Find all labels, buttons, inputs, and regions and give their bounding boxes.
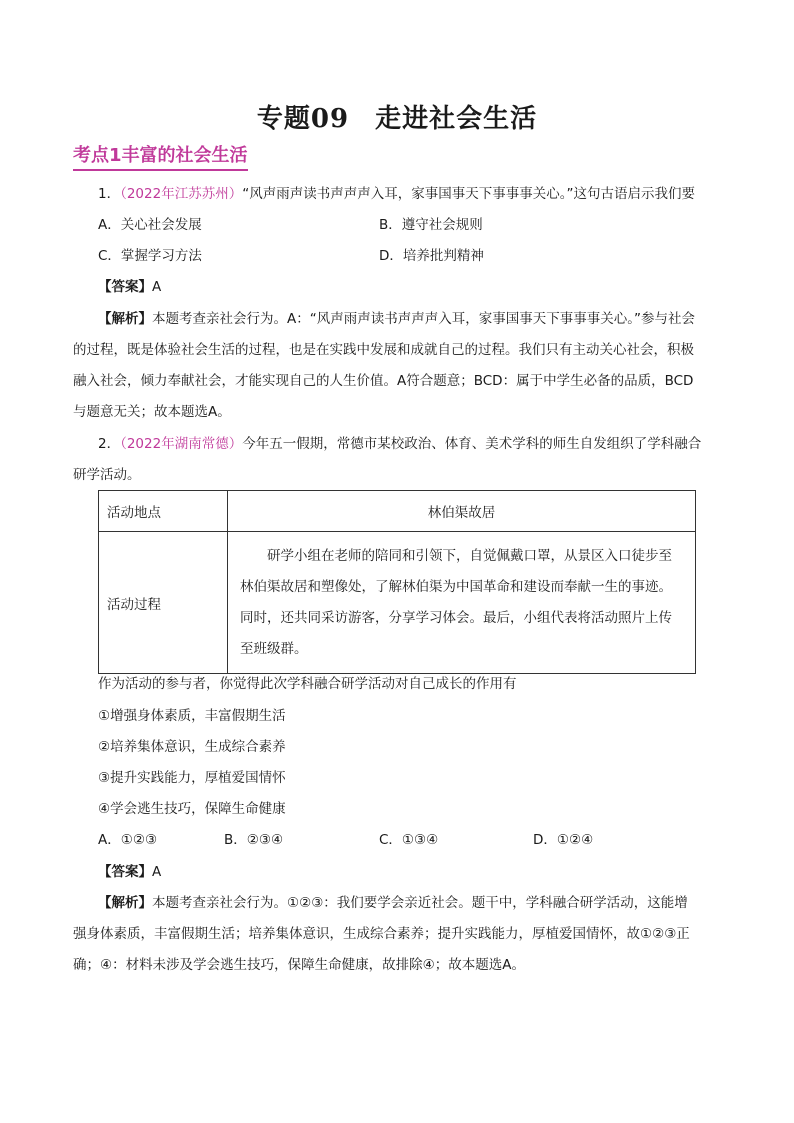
q1-analysis-text: 本题考查亲社会行为。A：“风声雨声读书声声声入耳，家事国事天下事事事关心。”参与社会	[152, 311, 695, 327]
table-cell-location-value: 林伯渠故居	[228, 491, 696, 532]
q2-answer	[98, 862, 161, 882]
q2-item-1: ①增强身体素质，丰富假期生活	[98, 708, 286, 724]
table-cell-process-value	[228, 532, 696, 674]
q1-analysis-line-2: 的过程，既是体验社会生活的过程，也是在实践中发展和成就自己的过程。我们只有主动关心社会，积极	[73, 342, 694, 358]
title-topic-number: 专题09	[256, 104, 350, 134]
q1-source: （2022年江苏苏州）	[120, 186, 243, 202]
table-cell-location-label: 活动地点	[99, 491, 228, 532]
q2-analysis-tag: 【解析】	[98, 895, 152, 911]
q1-answer-tag: 【答案】	[98, 279, 152, 295]
q2-answer-value: A	[152, 864, 162, 880]
q1-answer	[98, 277, 161, 297]
q2-option-d: D．①②④	[533, 832, 594, 848]
q1-option-a: A．关心社会发展	[98, 217, 202, 233]
q2-stem	[98, 434, 701, 454]
q2-analysis-line-2: 强身体素质，丰富假期生活；培养集体意识，生成综合素养；提升实践能力，厚植爱国情怀，故①②③正	[73, 926, 690, 942]
q2-stem-text: 今年五一假期，常德市某校政治、体育、美术学科的师生自发组织了学科融合	[242, 436, 702, 452]
q2-stem-line-2: 研学活动。	[73, 467, 141, 483]
process-line-2: 林伯渠故居和塑像处，了解林伯渠为中国革命和建设而奉献一生的事迹。	[240, 578, 672, 595]
q1-answer-value: A	[152, 279, 162, 295]
q2-item-4: ④学会逃生技巧，保障生命健康	[98, 801, 286, 817]
table-cell-process-label: 活动过程	[99, 532, 228, 674]
q2-analysis-line-1	[98, 893, 688, 913]
q2-option-b: B．②③④	[224, 832, 284, 848]
q2-question: 作为活动的参与者，你觉得此次学科融合研学活动对自己成长的作用有	[98, 676, 517, 692]
q2-answer-tag: 【答案】	[98, 864, 152, 880]
q1-option-d: D．培养批判精神	[379, 248, 484, 264]
q1-stem	[98, 184, 695, 204]
activity-table	[98, 490, 696, 674]
q1-analysis-line-1	[98, 309, 695, 329]
q2-number: 2．	[98, 436, 121, 452]
q2-item-3: ③提升实践能力，厚植爱国情怀	[98, 770, 286, 786]
q2-item-2: ②培养集体意识，生成综合素养	[98, 739, 286, 755]
table-row	[99, 532, 696, 674]
q2-source: （2022年湖南常德）	[120, 436, 243, 452]
q1-analysis-tag: 【解析】	[98, 311, 152, 327]
title-topic-name: 走进社会生活	[375, 104, 538, 134]
q1-stem-text: “风声雨声读书声声声入耳，家事国事天下事事事关心。”这句古语启示我们要	[242, 186, 695, 202]
process-line-3: 同时，还共同采访游客，分享学习体会。最后，小组代表将活动照片上传	[240, 609, 672, 626]
q1-option-c: C．掌握学习方法	[98, 248, 202, 264]
process-line-1: 研学小组在老师的陪同和引领下，自觉佩戴口罩，从景区入口徒步至	[267, 547, 672, 564]
process-line-4: 至班级群。	[240, 640, 308, 657]
q1-option-b: B．遵守社会规则	[379, 217, 483, 233]
q2-analysis-text: 本题考查亲社会行为。①②③：我们要学会亲近社会。题干中，学科融合研学活动，这能增	[152, 895, 688, 911]
q1-analysis-line-4: 与题意无关；故本题选A。	[73, 404, 231, 420]
q1-analysis-line-3: 融入社会，倾力奉献社会，才能实现自己的人生价值。A符合题意；BCD：属于中学生必备的品质，BCD	[73, 373, 694, 389]
q2-analysis-line-3: 确；④：材料未涉及学会逃生技巧，保障生命健康，故排除④；故本题选A。	[73, 957, 525, 973]
page-title	[0, 98, 794, 135]
section-heading: 考点1丰富的社会生活	[73, 144, 248, 171]
q1-number: 1．	[98, 186, 121, 202]
q2-option-c: C．①③④	[379, 832, 439, 848]
q2-option-a: A．①②③	[98, 832, 158, 848]
table-row	[99, 491, 696, 532]
